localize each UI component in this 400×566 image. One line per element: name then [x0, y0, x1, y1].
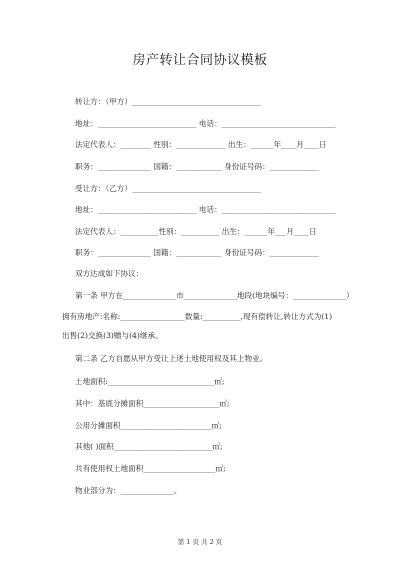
- page-number: 第 1 页 共 2 页: [177, 538, 223, 546]
- base-area-line: 其中：基底分摊面积____________________㎡;: [75, 399, 230, 408]
- property-part-line: 物业部分为：______________。: [75, 486, 182, 495]
- other-area-line: 其他( )面积__________________________㎡;: [75, 442, 223, 451]
- transferee-line: 受让方：（乙方）__________________________________: [75, 184, 262, 193]
- transferor-address-line: 地址：__________________________ 电话：______________________________: [75, 119, 336, 128]
- shared-land-area-line: 共有使用权土地面积___________________㎡;: [75, 464, 226, 473]
- transferor-position-line: 职务：______________ 国籍：____________ 身份证号码：_____________: [75, 162, 320, 171]
- transferee-representative-line: 法定代表人：__________性别：__________ 出生：______年___月____日: [75, 227, 317, 236]
- transferor-representative-line: 法定代表人：________ 性别：_____________ 出生：______年____月____日: [75, 140, 327, 149]
- transferor-line: 转让方：（甲方）__________________________________: [75, 97, 262, 106]
- article-one-methods: 出售(2)交换(3)赠与(4)继承。: [62, 331, 163, 340]
- transferee-address-line: 地址：__________________________ 电话：______________________________: [75, 205, 336, 214]
- article-two-line: 第二条 乙方自愿从甲方受让上述土地使用权及其上物业。: [75, 354, 268, 363]
- document-title: 房产转让合同协议模板: [132, 53, 268, 68]
- public-area-line: 公用分摊面积________________________㎡;: [75, 421, 222, 430]
- article-one-continued: 拥有房地产:名称:_________________数量:__________,现有偿转让,转让方式为(1): [62, 312, 333, 321]
- agreement-intro: 双方达成如下协议：: [75, 269, 144, 278]
- article-one-line: 第一条 甲方在______________市______________地段(地块编号：______________）: [75, 291, 354, 300]
- land-area-line: 土地面积:____________________________㎡;: [75, 377, 225, 386]
- transferee-position-line: 职务：______________ 国籍：____________ 身份证号码：_____________: [75, 248, 320, 257]
